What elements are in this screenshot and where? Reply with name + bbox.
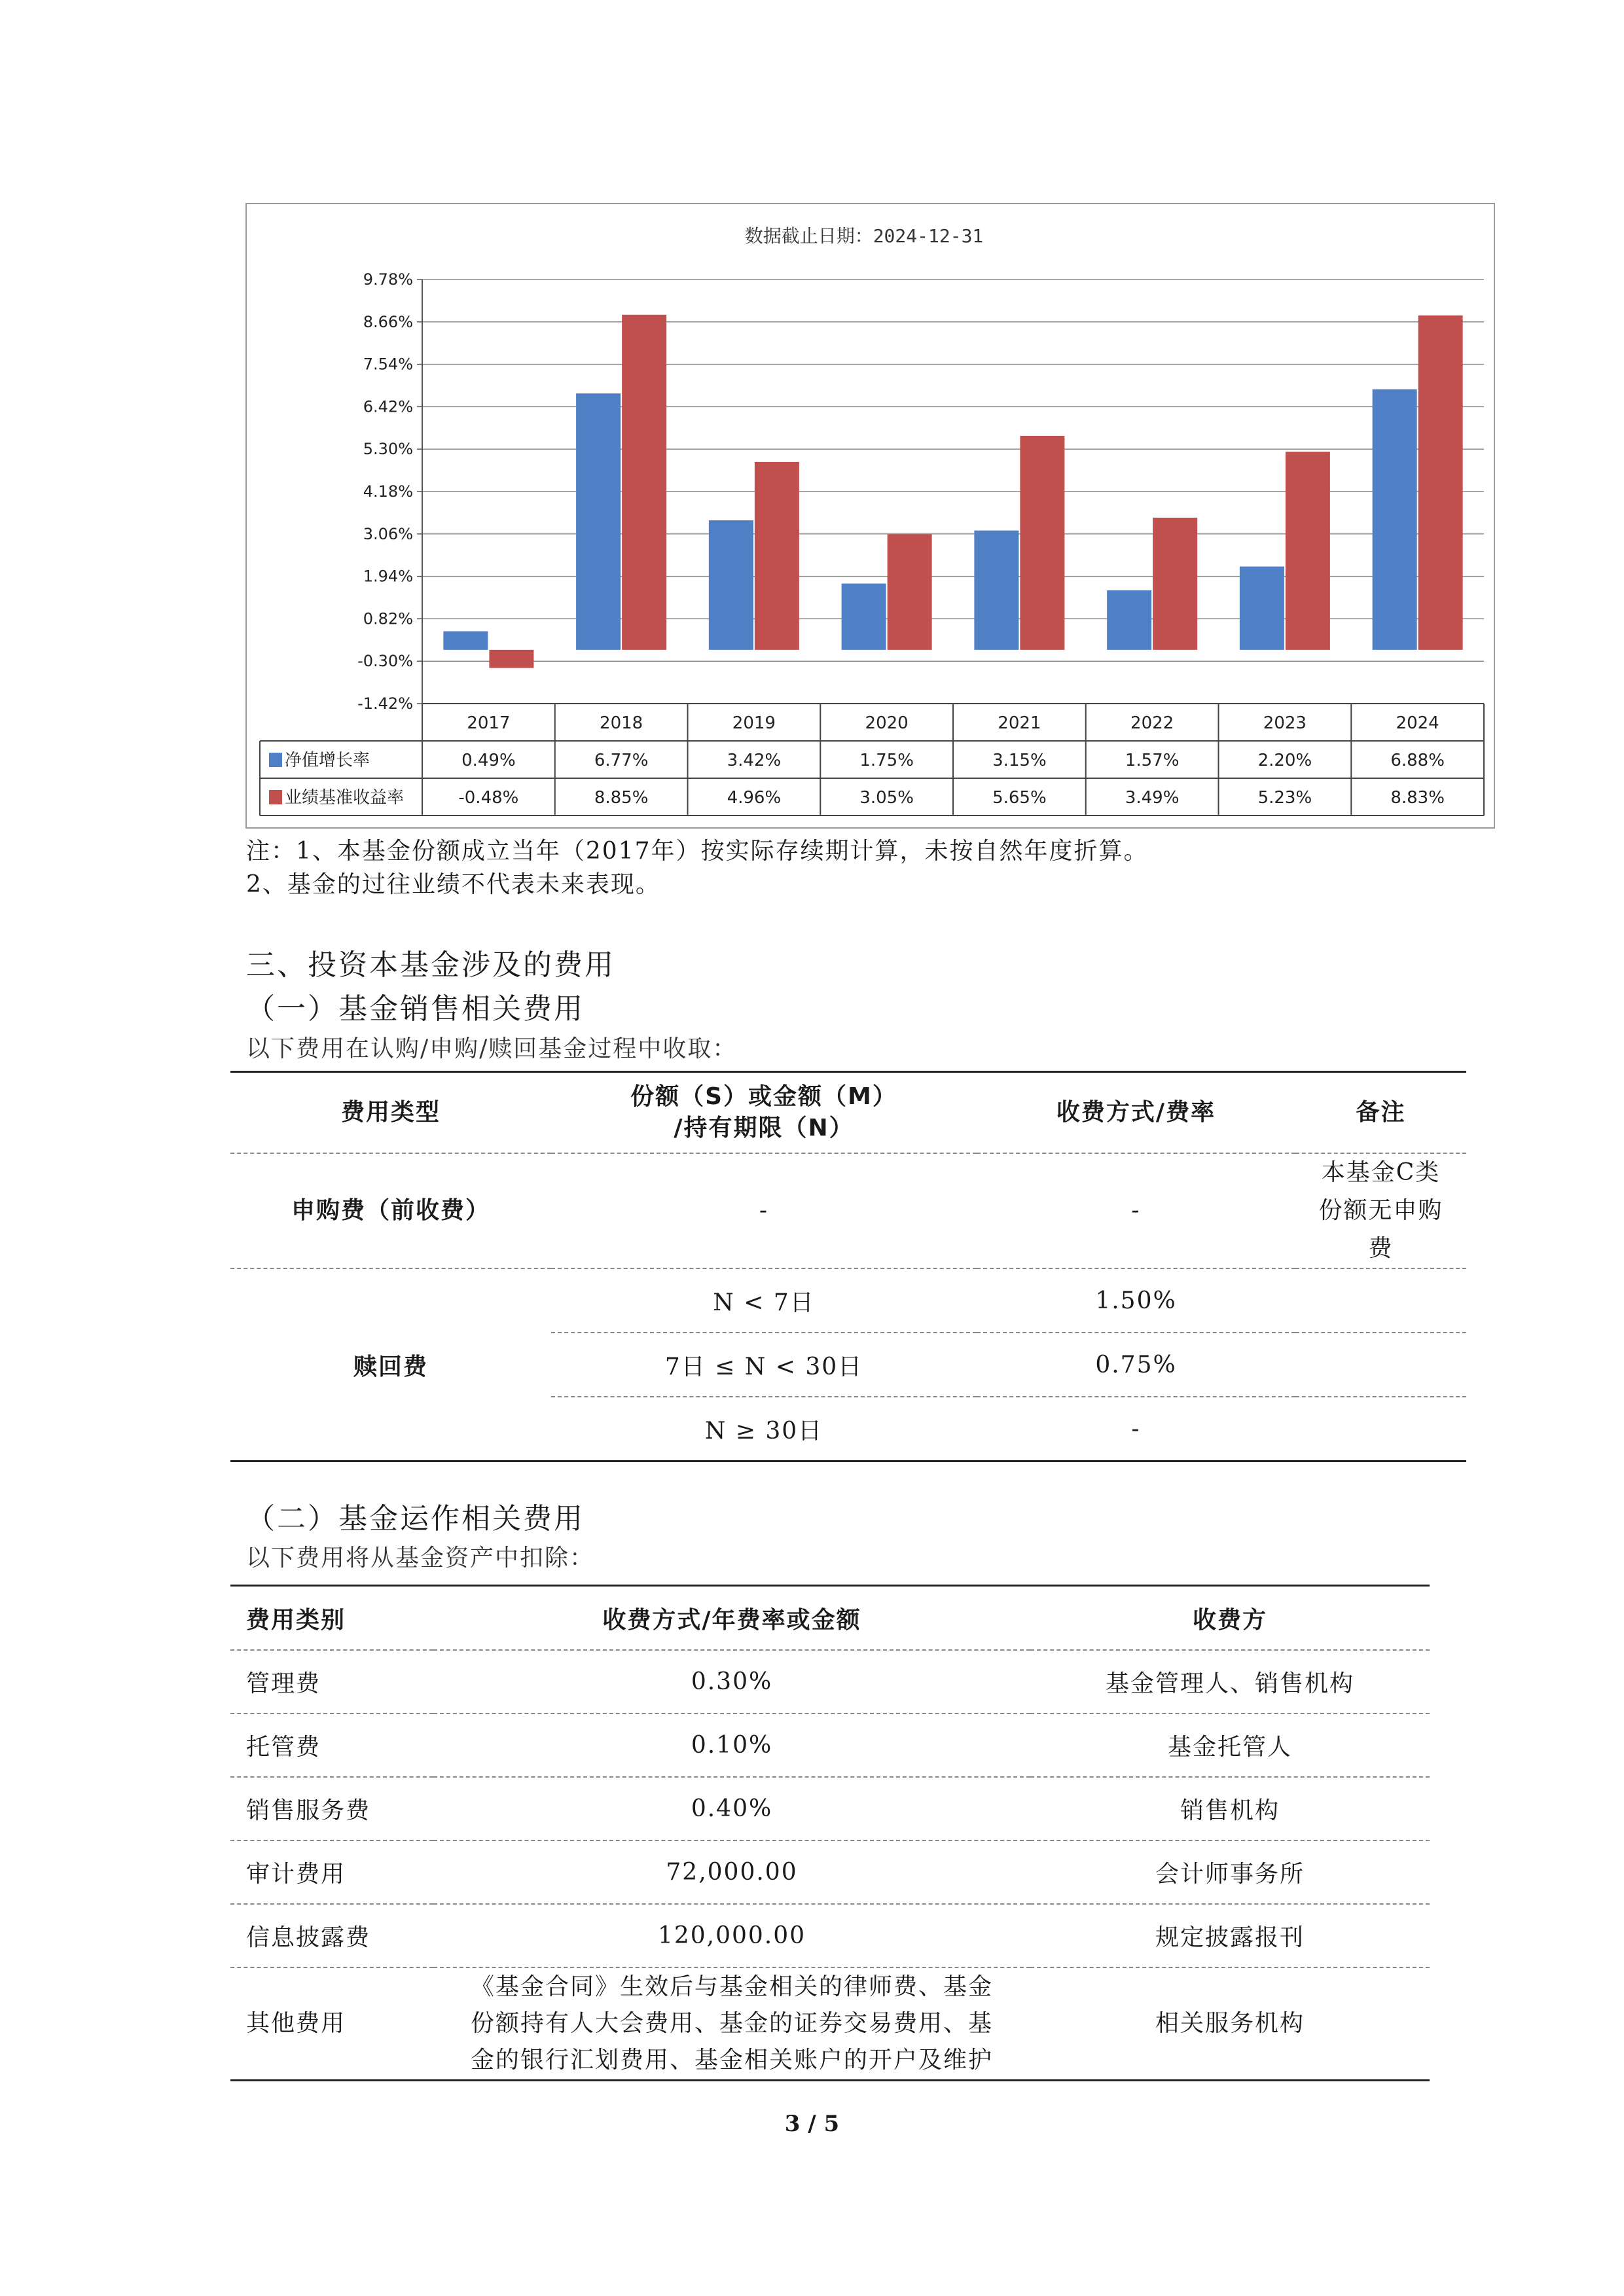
data-label: -0.48% bbox=[458, 788, 519, 808]
subscription-rate: - bbox=[977, 1153, 1295, 1268]
table-row bbox=[230, 1268, 1466, 1333]
bar-nav-growth bbox=[576, 393, 621, 650]
redemption-remark bbox=[1295, 1268, 1466, 1333]
fee-method: 0.30% bbox=[433, 1650, 1030, 1713]
table-row bbox=[230, 1840, 1430, 1904]
category-label: 2024 bbox=[1396, 713, 1439, 733]
table-row bbox=[230, 1650, 1430, 1713]
fee-payee: 基金管理人、销售机构 bbox=[1030, 1650, 1430, 1713]
fee-category: 销售服务费 bbox=[230, 1777, 433, 1840]
chart-svg bbox=[247, 204, 1494, 827]
subsection-2-title: （二）基金运作相关费用 bbox=[246, 1502, 585, 1535]
data-label: 0.49% bbox=[461, 751, 516, 770]
y-tick-label: 5.30% bbox=[363, 440, 413, 459]
note-line-1: 注：1、本基金份额成立当年（2017年）按实际存续期计算，未按自然年度折算。 bbox=[246, 838, 1149, 865]
redemption-period: 7日 ≤ N < 30日 bbox=[551, 1333, 977, 1397]
bar-nav-growth bbox=[1373, 389, 1417, 650]
y-tick-label: -0.30% bbox=[357, 652, 413, 671]
fee-category: 托管费 bbox=[230, 1713, 433, 1777]
data-label: 3.49% bbox=[1125, 788, 1180, 808]
category-label: 2019 bbox=[732, 713, 776, 733]
bar-benchmark bbox=[888, 534, 932, 649]
header-method: 收费方式/费率 bbox=[977, 1072, 1295, 1154]
redemption-rate: 1.50% bbox=[977, 1268, 1295, 1333]
data-label: 1.75% bbox=[859, 751, 914, 770]
redemption-period: N < 7日 bbox=[551, 1268, 977, 1333]
redemption-rate: - bbox=[977, 1397, 1295, 1462]
legend-swatch bbox=[269, 790, 282, 804]
bar-benchmark bbox=[1020, 436, 1064, 650]
y-tick-label: 7.54% bbox=[363, 355, 413, 374]
data-label: 3.05% bbox=[859, 788, 914, 808]
table-row bbox=[230, 1713, 1430, 1777]
fee-category: 信息披露费 bbox=[230, 1904, 433, 1967]
header-fee-type: 费用类型 bbox=[230, 1072, 551, 1154]
fee-category: 审计费用 bbox=[230, 1840, 433, 1904]
header-amount: 份额（S）或金额（M） /持有期限（N） bbox=[551, 1072, 977, 1154]
data-label: 4.96% bbox=[727, 788, 782, 808]
redemption-remark bbox=[1295, 1333, 1466, 1397]
fee-method: 120,000.00 bbox=[433, 1904, 1030, 1967]
category-label: 2017 bbox=[467, 713, 511, 733]
category-label: 2020 bbox=[865, 713, 909, 733]
note-line-2: 2、基金的过往业绩不代表未来表现。 bbox=[246, 871, 660, 898]
bar-nav-growth bbox=[842, 584, 886, 650]
y-tick-label: 1.94% bbox=[363, 567, 413, 586]
data-label: 1.57% bbox=[1125, 751, 1180, 770]
data-label: 5.23% bbox=[1257, 788, 1312, 808]
data-label: 5.65% bbox=[992, 788, 1047, 808]
category-label: 2022 bbox=[1130, 713, 1174, 733]
data-label: 2.20% bbox=[1257, 751, 1312, 770]
bar-benchmark bbox=[1286, 452, 1330, 650]
y-tick-label: -1.42% bbox=[357, 694, 413, 713]
table-row bbox=[230, 1967, 1430, 2081]
chart-title: 数据截止日期：2024-12-31 bbox=[744, 225, 984, 247]
subsection-2-intro: 以下费用将从基金资产中扣除： bbox=[246, 1545, 595, 1571]
bar-nav-growth bbox=[443, 631, 488, 649]
y-tick-label: 4.18% bbox=[363, 482, 413, 501]
subsection-1-intro: 以下费用在认购/申购/赎回基金过程中收取： bbox=[246, 1035, 738, 1062]
subsection-1-title: （一）基金销售相关费用 bbox=[246, 992, 585, 1026]
subscription-remark: 本基金C类 份额无申购 费 bbox=[1295, 1153, 1466, 1268]
bar-nav-growth bbox=[974, 531, 1019, 650]
header-payee: 收费方 bbox=[1030, 1586, 1430, 1651]
y-tick-label: 6.42% bbox=[363, 397, 413, 416]
legend-label: 业绩基准收益率 bbox=[285, 788, 405, 808]
category-label: 2021 bbox=[998, 713, 1041, 733]
section-title: 三、投资本基金涉及的费用 bbox=[246, 948, 615, 982]
table-row bbox=[230, 1777, 1430, 1840]
fee-category: 其他费用 bbox=[230, 1967, 433, 2081]
bar-nav-growth bbox=[1240, 567, 1284, 650]
fee-payee: 相关服务机构 bbox=[1030, 1967, 1430, 2081]
y-tick-label: 9.78% bbox=[363, 270, 413, 289]
redemption-period: N ≥ 30日 bbox=[551, 1397, 977, 1462]
header-category: 费用类别 bbox=[230, 1586, 433, 1651]
subscription-amount: - bbox=[551, 1153, 977, 1268]
legend-label: 净值增长率 bbox=[285, 751, 370, 770]
fee-payee: 基金托管人 bbox=[1030, 1713, 1430, 1777]
fee-method: 《基金合同》生效后与基金相关的律师费、基金 份额持有人大会费用、基金的证券交易费用、基 金的银行汇划费用、基金相关账户的开户及维护 bbox=[433, 1967, 1030, 2081]
bar-benchmark bbox=[1153, 518, 1197, 650]
fee-category: 管理费 bbox=[230, 1650, 433, 1713]
fee-payee: 规定披露报刊 bbox=[1030, 1904, 1430, 1967]
data-label: 6.88% bbox=[1390, 751, 1445, 770]
data-label: 3.42% bbox=[727, 751, 782, 770]
y-tick-label: 0.82% bbox=[363, 609, 413, 628]
data-label: 8.85% bbox=[594, 788, 649, 808]
fee-method: 72,000.00 bbox=[433, 1840, 1030, 1904]
table-row bbox=[230, 1153, 1466, 1268]
subscription-fee-type: 申购费（前收费） bbox=[230, 1153, 551, 1268]
redemption-rate: 0.75% bbox=[977, 1333, 1295, 1397]
header-remark: 备注 bbox=[1295, 1072, 1466, 1154]
table-row bbox=[230, 1904, 1430, 1967]
data-label: 3.15% bbox=[992, 751, 1047, 770]
bar-nav-growth bbox=[709, 520, 753, 650]
bar-benchmark bbox=[755, 462, 799, 650]
page-number: 3 / 5 bbox=[784, 2111, 840, 2137]
operation-fee-table bbox=[230, 1585, 1430, 2081]
data-label: 6.77% bbox=[594, 751, 649, 770]
fee-method: 0.40% bbox=[433, 1777, 1030, 1840]
sales-fee-table bbox=[230, 1071, 1466, 1462]
data-label: 8.83% bbox=[1390, 788, 1445, 808]
fee-method: 0.10% bbox=[433, 1713, 1030, 1777]
bar-nav-growth bbox=[1107, 590, 1151, 650]
category-label: 2018 bbox=[600, 713, 643, 733]
redemption-fee-type: 赎回费 bbox=[230, 1268, 551, 1462]
bar-benchmark bbox=[489, 650, 533, 668]
header-method: 收费方式/年费率或金额 bbox=[433, 1586, 1030, 1651]
y-tick-label: 3.06% bbox=[363, 524, 413, 543]
bar-benchmark bbox=[1418, 315, 1463, 650]
performance-chart bbox=[245, 203, 1495, 829]
bar-benchmark bbox=[622, 315, 666, 650]
redemption-remark bbox=[1295, 1397, 1466, 1462]
fee-payee: 销售机构 bbox=[1030, 1777, 1430, 1840]
category-label: 2023 bbox=[1263, 713, 1307, 733]
fee-payee: 会计师事务所 bbox=[1030, 1840, 1430, 1904]
legend-swatch bbox=[269, 753, 282, 767]
y-tick-label: 8.66% bbox=[363, 312, 413, 331]
